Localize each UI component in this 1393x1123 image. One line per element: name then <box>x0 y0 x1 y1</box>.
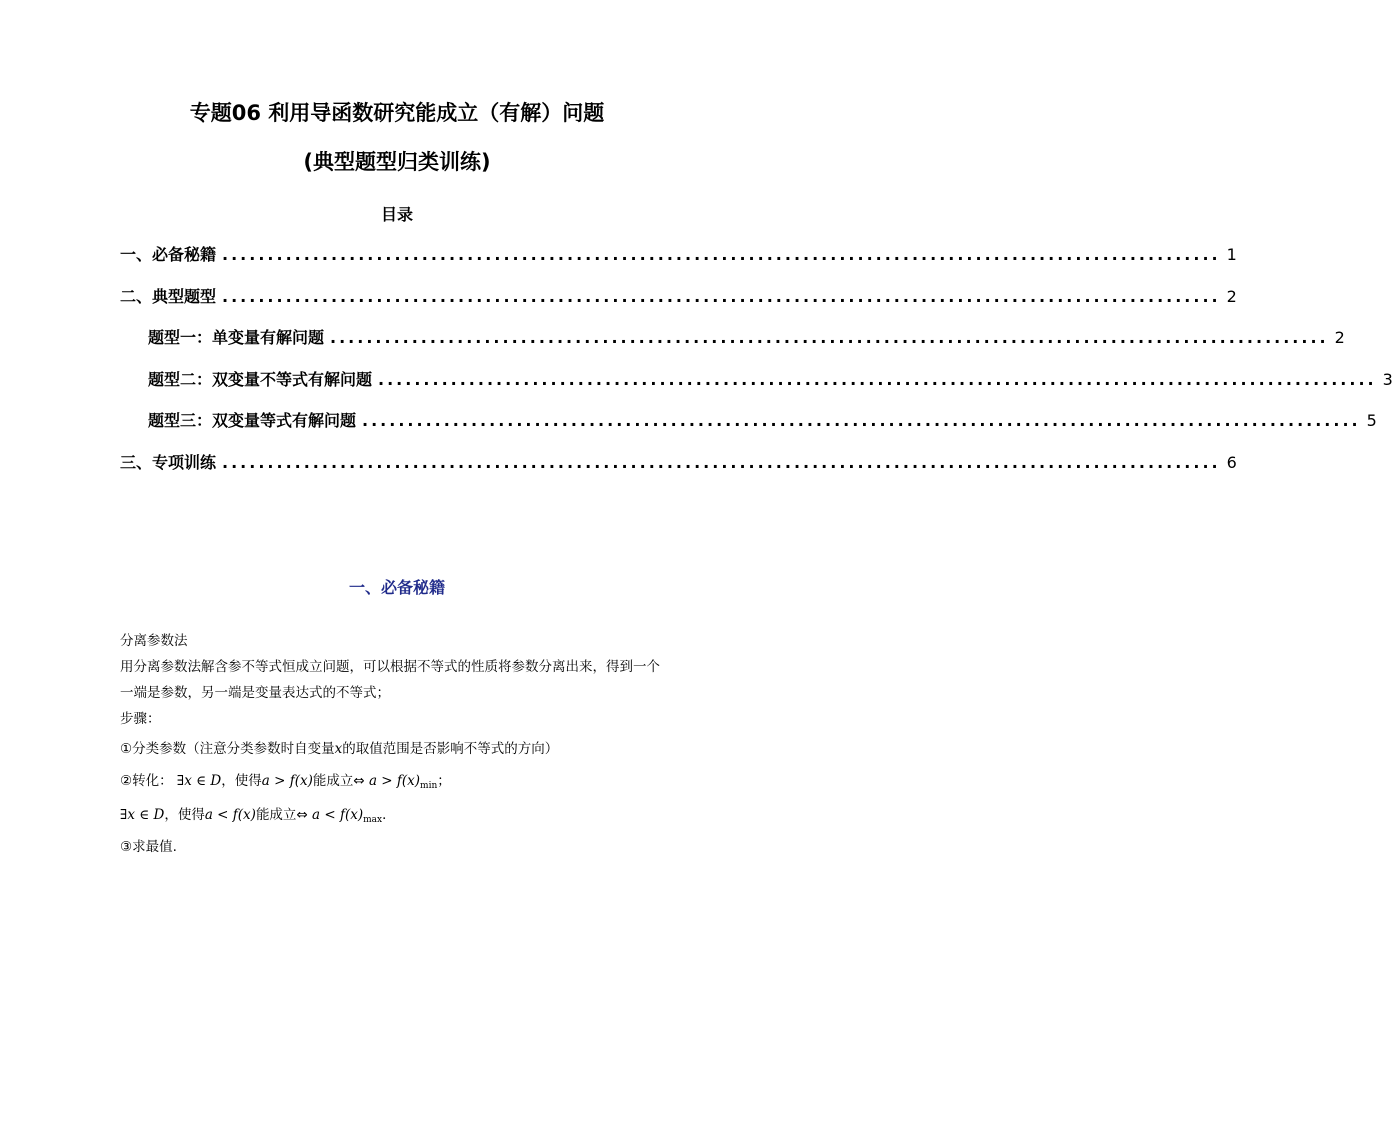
step-2-continued <box>120 802 680 833</box>
step-text: ①分类参数（注意分类参数时自变量 <box>120 741 335 757</box>
toc-entry-page: 2 <box>1334 328 1345 347</box>
toc-leader-dots: .............................................................................................................. <box>362 411 1361 430</box>
method-description-line2: 一端是参数，另一端是变量表达式的不等式； <box>120 685 390 701</box>
math-condition: ∃x ∈ D <box>120 807 165 823</box>
step-text: ； <box>437 773 451 789</box>
toc-entry-page: 1 <box>1226 245 1237 264</box>
toc-entry[interactable] <box>120 450 1237 473</box>
toc-entry[interactable] <box>148 408 1377 431</box>
toc-leader-dots: .............................................................................................................. <box>330 328 1329 347</box>
step-3: ③求最值. <box>120 839 177 855</box>
section-heading: 一、必备秘籍 <box>348 578 445 597</box>
toc-entry[interactable] <box>148 325 1345 348</box>
step-2 <box>120 768 680 799</box>
toc-leader-dots: .............................................................................................................. <box>222 245 1221 264</box>
math-result: a > f(x) <box>368 773 421 789</box>
step-text: 能成立 <box>312 773 354 789</box>
toc-entry-label: 三、专项训练 <box>120 453 217 472</box>
toc-entry-label: 二、典型题型 <box>120 287 217 306</box>
math-inequality: a > f(x) <box>261 773 313 789</box>
toc-entry-page: 2 <box>1226 287 1237 306</box>
step-text: ，使得 <box>221 773 262 789</box>
method-title: 分离参数法 <box>120 633 188 649</box>
iff-symbol: ⇔ <box>296 807 308 823</box>
toc-entry[interactable] <box>120 242 1237 265</box>
math-inequality: a < f(x) <box>204 807 256 823</box>
toc-entry-label: 题型一：单变量有解问题 <box>148 328 325 347</box>
math-variable: x <box>334 741 343 757</box>
iff-symbol: ⇔ <box>353 773 365 789</box>
math-result: a < f(x) <box>312 807 364 823</box>
toc-leader-dots: .............................................................................................................. <box>222 453 1221 472</box>
toc-heading: 目录 <box>380 205 413 224</box>
toc-entry-label: 题型二：双变量不等式有解问题 <box>148 370 373 389</box>
method-description-line1: 用分离参数法解含参不等式恒成立问题，可以根据不等式的性质将参数分离出来，得到一个 <box>120 659 660 675</box>
toc-entry-page: 3 <box>1382 370 1393 389</box>
step-text: ，使得 <box>164 807 205 823</box>
toc-leader-dots: .............................................................................................................. <box>378 370 1377 389</box>
toc-entry[interactable] <box>148 367 1393 390</box>
toc-entry-label: 一、必备秘籍 <box>120 245 217 264</box>
steps-label: 步骤： <box>120 711 161 727</box>
toc-entry[interactable] <box>120 284 1237 307</box>
document-subtitle: (典型题型归类训练) <box>303 150 491 174</box>
math-subscript: min <box>420 781 438 791</box>
step-text: 能成立 <box>255 807 297 823</box>
toc-entry-page: 5 <box>1366 411 1377 430</box>
toc-entry-page: 6 <box>1226 453 1237 472</box>
toc-entry-label: 题型三：双变量等式有解问题 <box>148 411 357 430</box>
document-title: 专题06 利用导函数研究能成立（有解）问题 <box>189 101 605 125</box>
step-text: 的取值范围是否影响不等式的方向） <box>342 741 559 757</box>
toc-leader-dots: .............................................................................................................. <box>222 287 1221 306</box>
math-condition: ∃x ∈ D <box>176 773 222 789</box>
math-subscript: max <box>363 815 383 825</box>
step-text: ． <box>382 807 396 823</box>
step-text: ②转化： <box>120 773 173 789</box>
step-1 <box>120 736 680 762</box>
